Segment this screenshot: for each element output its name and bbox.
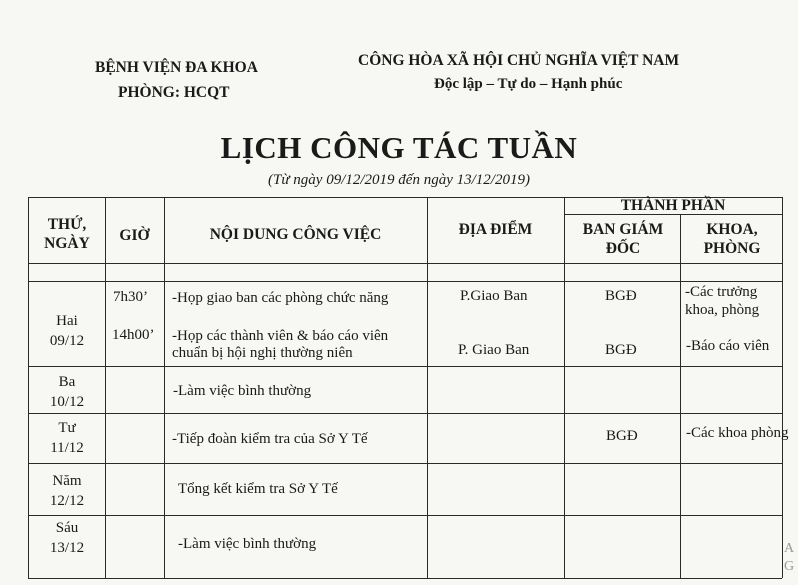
row-day	[29, 518, 105, 558]
entry-board: BGĐ	[606, 428, 638, 444]
entry-dept: -Các khoa phòng	[686, 425, 789, 441]
day-date: 09/12	[49, 333, 85, 349]
col-divider	[164, 197, 165, 578]
entry-location: P.Giao Ban	[460, 288, 528, 304]
entry-content: -Tiếp đoàn kiểm tra của Sở Y Tế	[172, 431, 368, 447]
entry-dept: -Các trưởng	[685, 284, 758, 300]
day-name: Sáu	[55, 520, 79, 536]
entry-time: 7h30’	[113, 289, 148, 305]
day-name: Hai	[56, 313, 78, 329]
national-motto: Độc lập – Tự do – Hạnh phúc	[434, 76, 623, 92]
col-header-board: BAN GIÁM ĐỐC	[582, 221, 664, 257]
row-divider	[28, 463, 782, 464]
col-header-participants: THÀNH PHẦN	[620, 197, 726, 214]
entry-content: -Làm việc bình thường	[173, 383, 312, 399]
national-title: CÔNG HÒA XÃ HỘI CHỦ NGHĨA VIỆT NAM	[358, 52, 680, 69]
entry-content: -Họp giao ban các phòng chức năng	[172, 290, 389, 306]
page-title: LỊCH CÔNG TÁC TUẦN	[220, 130, 578, 165]
day-name: Tư	[58, 420, 76, 436]
row-divider	[28, 413, 782, 414]
day-date: 10/12	[49, 394, 85, 410]
day-date: 13/12	[49, 540, 85, 556]
entry-content: Tổng kết kiểm tra Sở Y Tế	[178, 481, 338, 497]
org-name: BỆNH VIỆN ĐA KHOA	[95, 59, 258, 76]
entry-content: -Làm việc bình thường	[178, 536, 317, 552]
day-date: 12/12	[49, 493, 85, 509]
row-day	[29, 471, 105, 511]
entry-dept: -Báo cáo viên	[686, 338, 770, 354]
row-day	[29, 311, 105, 351]
col-divider	[105, 197, 106, 578]
entry-content: -Họp các thành viên & báo cáo viên	[172, 328, 389, 344]
col-divider	[427, 197, 428, 578]
table-border-bottom	[28, 578, 782, 579]
entry-board: BGĐ	[605, 342, 637, 358]
col-header-location: ĐỊA ĐIỂM	[458, 221, 533, 238]
header-bottom	[28, 263, 782, 264]
col-header-day: THỨ, NGÀY	[44, 216, 90, 252]
entry-time: 14h00’	[112, 327, 155, 343]
entry-dept: khoa, phòng	[685, 302, 760, 318]
table-border-right	[782, 197, 783, 578]
col-header-time: GIỜ	[119, 227, 150, 244]
row-day	[29, 418, 105, 458]
day-name: Ba	[58, 374, 76, 390]
col-header-dept: KHOA, PHÒNG	[703, 221, 761, 257]
watermark-text: A G	[784, 541, 795, 574]
row-divider	[28, 281, 782, 282]
col-header-content: NỘI DUNG CÔNG VIỆC	[209, 226, 382, 243]
day-date: 11/12	[50, 440, 84, 456]
row-divider	[28, 515, 782, 516]
entry-board: BGĐ	[605, 288, 637, 304]
entry-location: P. Giao Ban	[458, 342, 530, 358]
col-divider	[680, 214, 681, 578]
row-divider	[28, 366, 782, 367]
day-name: Năm	[52, 473, 82, 489]
entry-content: chuẩn bị hội nghị thường niên	[172, 345, 353, 361]
row-day	[29, 372, 105, 412]
col-divider	[564, 197, 565, 578]
department-name: PHÒNG: HCQT	[118, 84, 230, 101]
date-range: (Từ ngày 09/12/2019 đến ngày 13/12/2019)	[268, 172, 530, 188]
